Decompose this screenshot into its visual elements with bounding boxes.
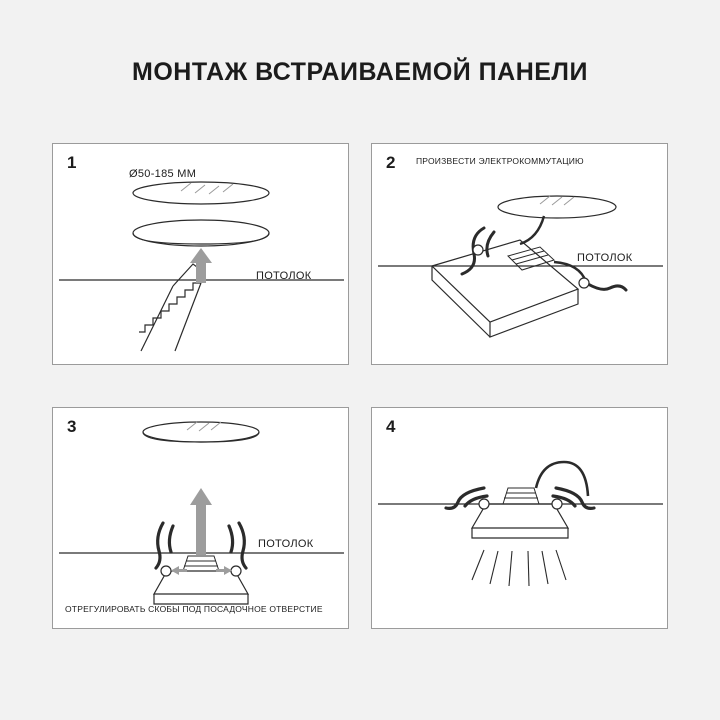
step-caption: ПРОИЗВЕСТИ ЭЛЕКТРОКОММУТАЦИЮ bbox=[416, 156, 584, 166]
step-caption: ОТРЕГУЛИРОВАТЬ СКОБЫ ПОД ПОСАДОЧНОЕ ОТВЕРСТИЕ bbox=[65, 604, 323, 614]
panel-disc-icon bbox=[143, 422, 259, 442]
bracket-icon bbox=[462, 228, 626, 290]
step-panel-3 bbox=[52, 407, 349, 629]
step-number: 3 bbox=[67, 417, 77, 436]
step-panel-2 bbox=[371, 143, 668, 365]
step-number: 2 bbox=[386, 153, 396, 172]
wire-icon bbox=[520, 216, 544, 244]
panel-disc-icon bbox=[498, 196, 616, 218]
panel-body-icon bbox=[432, 240, 578, 322]
step-1-illustration bbox=[53, 144, 349, 365]
step-number: 4 bbox=[386, 417, 396, 436]
up-arrow-icon bbox=[190, 248, 212, 283]
page-title: МОНТАЖ ВСТРАИВАЕМОЙ ПАНЕЛИ bbox=[132, 58, 588, 86]
ceiling-label: ПОТОЛОК bbox=[258, 538, 314, 550]
step-2-illustration bbox=[372, 144, 668, 365]
step-3-illustration bbox=[53, 408, 349, 629]
dimension-ellipse bbox=[133, 182, 269, 204]
ceiling-label: ПОТОЛОК bbox=[577, 252, 633, 264]
step-panel-1 bbox=[52, 143, 349, 365]
terminal-block-icon bbox=[503, 488, 539, 504]
terminal-block-icon bbox=[183, 556, 219, 571]
step-number: 1 bbox=[67, 153, 77, 172]
step-panel-4 bbox=[371, 407, 668, 629]
up-arrow-icon bbox=[190, 488, 212, 555]
steps-grid bbox=[52, 143, 668, 628]
ceiling-label: ПОТОЛОК bbox=[256, 270, 312, 282]
step-4-illustration bbox=[372, 408, 668, 629]
dimension-label: Ø50-185 ММ bbox=[129, 168, 197, 180]
light-rays-icon bbox=[472, 550, 566, 586]
